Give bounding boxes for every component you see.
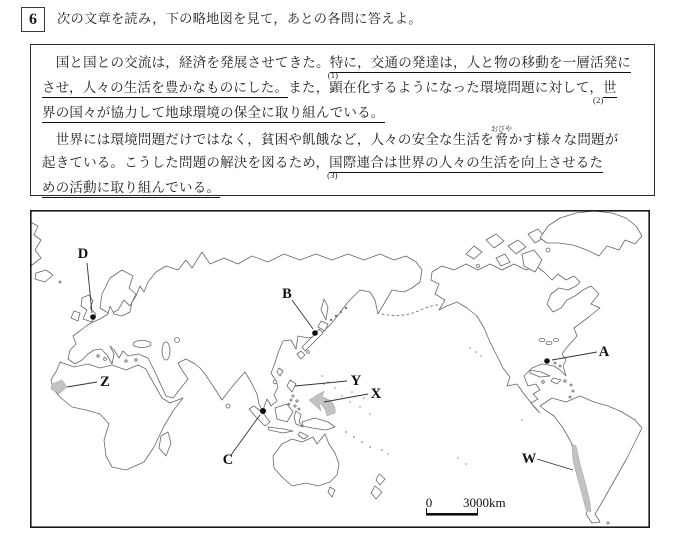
underlined-text-1-cont: [42, 80, 288, 98]
point-marker-b: [312, 330, 318, 336]
map-label-c: C: [222, 452, 234, 468]
map-label-d: D: [77, 246, 89, 262]
passage-text: かす様々な問題が: [508, 132, 619, 147]
underlined-text-1: [327, 55, 632, 80]
passage-line: [42, 125, 643, 150]
passage-text: 世界には環境問題だけではなく，貧困や飢餓など，人々の安全な生活を: [42, 132, 494, 147]
island-hainan: [273, 380, 277, 384]
map-label-w: W: [521, 451, 537, 467]
question-instruction: 次の文章を読み，下の略地図を見て，あとの各問に答えよ。: [57, 11, 422, 26]
underlined-text: めの活動に取り組んでいる。: [42, 180, 221, 195]
question-number: 6: [21, 7, 45, 32]
passage-text: 起きている。こうした問題の解決を図るため，: [42, 155, 330, 170]
underlined-text: 世: [603, 80, 617, 95]
passage-line: [42, 100, 643, 125]
map-label-z: Z: [100, 374, 110, 390]
passage-line: [42, 175, 643, 200]
ruby-annotation: [490, 125, 512, 147]
underline-number-2: (2): [593, 95, 604, 105]
underlined-text: 特に，交通の発達は，人と物の移動を一層活発に: [329, 55, 632, 70]
map-label-y: Y: [350, 373, 362, 389]
scale-zero-label: 0: [425, 495, 433, 510]
passage-line: [42, 150, 643, 180]
scale-bar-line: [426, 513, 478, 516]
underlined-text-3: [327, 155, 604, 180]
passage-text: 国と国との交流は，経済を発展させてきた。: [42, 55, 330, 70]
underlined-text-3-cont: [42, 180, 220, 198]
underlined-text-2: [593, 80, 617, 105]
ruby-base: 脅: [490, 132, 512, 147]
underlined-text: させ，人々の生活を豊かなものにした。: [42, 80, 289, 95]
point-marker-d: [90, 314, 96, 320]
passage-line: [42, 75, 643, 105]
map-label-b: B: [282, 286, 292, 302]
underlined-text-2-cont: [42, 105, 385, 123]
scale-distance-label: 3000km: [463, 495, 506, 510]
question-header: [21, 7, 422, 32]
ruby-text: おびや: [490, 125, 512, 133]
underline-number-1: (1): [327, 70, 339, 80]
passage-text: また，顕在化するようになった環境問題に対して，: [288, 80, 604, 95]
point-marker-c: [260, 408, 266, 414]
underlined-text: 国際連合は世界の人々の生活を向上させるた: [329, 155, 604, 170]
point-marker-a: [544, 358, 550, 364]
passage-line: [42, 50, 643, 80]
map-label-a: A: [598, 344, 610, 360]
world-map: [30, 210, 650, 528]
underline-number-3: (3): [327, 170, 338, 180]
island-sri-lanka: [226, 404, 230, 408]
underlined-text: 界の国々が協力して地球環境の保全に取り組んでいる。: [42, 105, 385, 120]
map-label-x: X: [370, 386, 382, 402]
passage-box: [30, 44, 655, 196]
